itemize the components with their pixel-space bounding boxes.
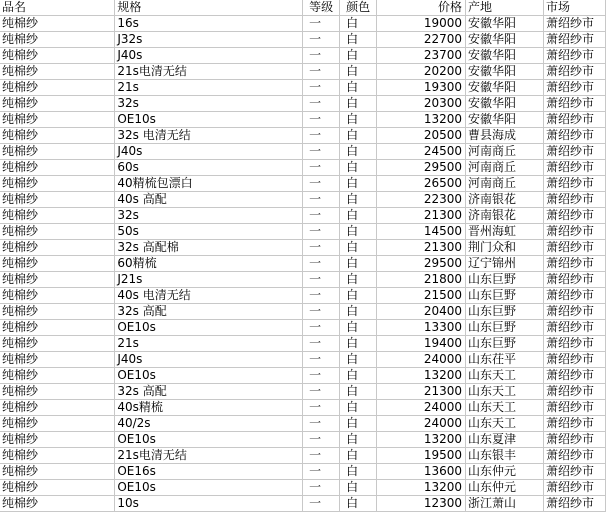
cell-color[interactable]: 白 <box>340 336 377 352</box>
cell-spec[interactable]: 32s <box>115 96 303 112</box>
cell-name[interactable]: 纯棉纱 <box>0 384 115 400</box>
cell-name[interactable]: 纯棉纱 <box>0 96 115 112</box>
cell-name[interactable]: 纯棉纱 <box>0 192 115 208</box>
cell-market[interactable]: 萧绍纱市 <box>543 96 605 112</box>
table-row <box>0 352 606 368</box>
table-row <box>0 128 606 144</box>
cell-color[interactable]: 白 <box>340 144 377 160</box>
cell-market[interactable]: 萧绍纱市 <box>543 80 605 96</box>
cell-grade[interactable]: 一 <box>303 480 340 496</box>
cell-price[interactable]: 13200 <box>377 368 466 384</box>
cell-color[interactable]: 白 <box>340 96 377 112</box>
cell-spec[interactable]: 32s 电清无结 <box>115 128 303 144</box>
cell-origin[interactable]: 山东夏津 <box>466 432 544 448</box>
cell-origin[interactable]: 山东茌平 <box>466 352 544 368</box>
cell-price[interactable]: 19400 <box>377 336 466 352</box>
cell-spec[interactable]: 21s <box>115 336 303 352</box>
cell-price[interactable]: 21300 <box>377 208 466 224</box>
cell-price[interactable]: 24000 <box>377 400 466 416</box>
cell-color[interactable]: 白 <box>340 192 377 208</box>
cell-color[interactable]: 白 <box>340 128 377 144</box>
cell-price[interactable]: 21300 <box>377 384 466 400</box>
cell-color[interactable]: 白 <box>340 256 377 272</box>
cell-grade[interactable]: 一 <box>303 160 340 176</box>
cell-grade[interactable]: 一 <box>303 96 340 112</box>
cell-market[interactable]: 萧绍纱市 <box>543 208 605 224</box>
cell-market[interactable]: 萧绍纱市 <box>543 320 605 336</box>
cell-spec[interactable]: OE16s <box>115 464 303 480</box>
cell-name[interactable]: 纯棉纱 <box>0 32 115 48</box>
cell-market[interactable]: 萧绍纱市 <box>543 32 605 48</box>
cell-origin[interactable]: 安徽华阳 <box>466 112 544 128</box>
cell-origin[interactable]: 山东巨野 <box>466 272 544 288</box>
cell-market[interactable]: 萧绍纱市 <box>543 496 605 512</box>
cell-price[interactable]: 20500 <box>377 128 466 144</box>
cell-name[interactable]: 纯棉纱 <box>0 176 115 192</box>
cell-spec[interactable]: J21s <box>115 272 303 288</box>
cell-market[interactable]: 萧绍纱市 <box>543 352 605 368</box>
cell-grade[interactable]: 一 <box>303 128 340 144</box>
cell-price[interactable]: 29500 <box>377 256 466 272</box>
cell-color[interactable]: 白 <box>340 160 377 176</box>
cell-grade[interactable]: 一 <box>303 256 340 272</box>
cell-market[interactable]: 萧绍纱市 <box>543 160 605 176</box>
table-row <box>0 208 606 224</box>
cell-price[interactable]: 19500 <box>377 448 466 464</box>
cell-grade[interactable]: 一 <box>303 16 340 32</box>
cell-price[interactable]: 24000 <box>377 352 466 368</box>
cell-market[interactable]: 萧绍纱市 <box>543 272 605 288</box>
table-row <box>0 368 606 384</box>
table-row <box>0 176 606 192</box>
cell-grade[interactable]: 一 <box>303 64 340 80</box>
cell-name[interactable]: 纯棉纱 <box>0 272 115 288</box>
header-cell-name[interactable]: 品名 <box>0 0 115 16</box>
cell-origin[interactable]: 曹县海成 <box>466 128 544 144</box>
table-row <box>0 304 606 320</box>
cell-market[interactable]: 萧绍纱市 <box>543 256 605 272</box>
cell-spec[interactable]: J40s <box>115 352 303 368</box>
cell-name[interactable]: 纯棉纱 <box>0 16 115 32</box>
cell-price[interactable]: 14500 <box>377 224 466 240</box>
table-row <box>0 384 606 400</box>
cell-name[interactable]: 纯棉纱 <box>0 288 115 304</box>
cell-price[interactable]: 21300 <box>377 240 466 256</box>
cell-origin[interactable]: 安徽华阳 <box>466 48 544 64</box>
cell-price[interactable]: 21800 <box>377 272 466 288</box>
cell-grade[interactable]: 一 <box>303 304 340 320</box>
cell-market[interactable]: 萧绍纱市 <box>543 224 605 240</box>
cell-name[interactable]: 纯棉纱 <box>0 368 115 384</box>
table-row <box>0 192 606 208</box>
cell-origin[interactable]: 河南商丘 <box>466 176 544 192</box>
cell-color[interactable]: 白 <box>340 368 377 384</box>
cell-grade[interactable]: 一 <box>303 448 340 464</box>
cell-origin[interactable]: 山东仲元 <box>466 480 544 496</box>
cell-name[interactable]: 纯棉纱 <box>0 448 115 464</box>
cell-grade[interactable]: 一 <box>303 224 340 240</box>
cell-grade[interactable]: 一 <box>303 208 340 224</box>
table-row <box>0 32 606 48</box>
table-row <box>0 320 606 336</box>
cell-grade[interactable]: 一 <box>303 32 340 48</box>
cell-color[interactable]: 白 <box>340 352 377 368</box>
cell-origin[interactable]: 辽宁锦州 <box>466 256 544 272</box>
cell-origin[interactable]: 安徽华阳 <box>466 32 544 48</box>
cell-color[interactable]: 白 <box>340 112 377 128</box>
cell-name[interactable]: 纯棉纱 <box>0 320 115 336</box>
cell-name[interactable]: 纯棉纱 <box>0 256 115 272</box>
cell-price[interactable]: 22700 <box>377 32 466 48</box>
cell-price[interactable]: 22300 <box>377 192 466 208</box>
cell-price[interactable]: 29500 <box>377 160 466 176</box>
table-row <box>0 336 606 352</box>
cell-color[interactable]: 白 <box>340 240 377 256</box>
cell-color[interactable]: 白 <box>340 480 377 496</box>
table-row <box>0 48 606 64</box>
cell-origin[interactable]: 山东天工 <box>466 368 544 384</box>
cell-color[interactable]: 白 <box>340 208 377 224</box>
cell-name[interactable]: 纯棉纱 <box>0 208 115 224</box>
cell-color[interactable]: 白 <box>340 80 377 96</box>
cell-market[interactable]: 萧绍纱市 <box>543 240 605 256</box>
cell-spec[interactable]: 32s 高配 <box>115 304 303 320</box>
cell-name[interactable]: 纯棉纱 <box>0 80 115 96</box>
cell-market[interactable]: 萧绍纱市 <box>543 112 605 128</box>
cell-color[interactable]: 白 <box>340 272 377 288</box>
header-cell-color[interactable]: 颜色 <box>340 0 377 16</box>
cell-price[interactable]: 20300 <box>377 96 466 112</box>
cell-origin[interactable]: 荆门众和 <box>466 240 544 256</box>
cell-market[interactable]: 萧绍纱市 <box>543 336 605 352</box>
cell-spec[interactable]: OE10s <box>115 112 303 128</box>
table-row <box>0 160 606 176</box>
cell-spec[interactable]: OE10s <box>115 480 303 496</box>
cell-spec[interactable]: 50s <box>115 224 303 240</box>
cell-market[interactable]: 萧绍纱市 <box>543 384 605 400</box>
cell-price[interactable]: 20200 <box>377 64 466 80</box>
cell-color[interactable]: 白 <box>340 432 377 448</box>
cell-price[interactable]: 20400 <box>377 304 466 320</box>
cell-market[interactable]: 萧绍纱市 <box>543 192 605 208</box>
cell-grade[interactable]: 一 <box>303 144 340 160</box>
table-row <box>0 448 606 464</box>
cell-name[interactable]: 纯棉纱 <box>0 480 115 496</box>
cell-color[interactable]: 白 <box>340 400 377 416</box>
cell-color[interactable]: 白 <box>340 304 377 320</box>
cell-market[interactable]: 萧绍纱市 <box>543 288 605 304</box>
cell-price[interactable]: 12300 <box>377 496 466 512</box>
cell-grade[interactable]: 一 <box>303 352 340 368</box>
cell-grade[interactable]: 一 <box>303 48 340 64</box>
cell-market[interactable]: 萧绍纱市 <box>543 176 605 192</box>
cell-origin[interactable]: 山东天工 <box>466 416 544 432</box>
cell-name[interactable]: 纯棉纱 <box>0 224 115 240</box>
cell-spec[interactable]: 32s <box>115 208 303 224</box>
cell-spec[interactable]: 40s 高配 <box>115 192 303 208</box>
cell-spec[interactable]: 21s电清无结 <box>115 64 303 80</box>
cell-origin[interactable]: 山东巨野 <box>466 304 544 320</box>
cell-grade[interactable]: 一 <box>303 384 340 400</box>
cell-color[interactable]: 白 <box>340 320 377 336</box>
cell-name[interactable]: 纯棉纱 <box>0 336 115 352</box>
cell-origin[interactable]: 河南商丘 <box>466 160 544 176</box>
cell-origin[interactable]: 浙江萧山 <box>466 496 544 512</box>
cell-grade[interactable]: 一 <box>303 400 340 416</box>
cell-name[interactable]: 纯棉纱 <box>0 352 115 368</box>
cell-origin[interactable]: 河南商丘 <box>466 144 544 160</box>
cell-market[interactable]: 萧绍纱市 <box>543 64 605 80</box>
cell-color[interactable]: 白 <box>340 288 377 304</box>
cell-name[interactable]: 纯棉纱 <box>0 112 115 128</box>
cell-grade[interactable]: 一 <box>303 288 340 304</box>
cell-spec[interactable]: 40s 电清无结 <box>115 288 303 304</box>
cell-color[interactable]: 白 <box>340 496 377 512</box>
cell-color[interactable]: 白 <box>340 416 377 432</box>
header-cell-origin[interactable]: 产地 <box>466 0 544 16</box>
cell-market[interactable]: 萧绍纱市 <box>543 400 605 416</box>
cell-grade[interactable]: 一 <box>303 368 340 384</box>
cell-origin[interactable]: 安徽华阳 <box>466 64 544 80</box>
cell-spec[interactable]: OE10s <box>115 368 303 384</box>
cell-color[interactable]: 白 <box>340 464 377 480</box>
cell-grade[interactable]: 一 <box>303 432 340 448</box>
cell-grade[interactable]: 一 <box>303 176 340 192</box>
cell-spec[interactable]: OE10s <box>115 320 303 336</box>
cell-grade[interactable]: 一 <box>303 416 340 432</box>
cell-grade[interactable]: 一 <box>303 240 340 256</box>
table-row <box>0 432 606 448</box>
cell-name[interactable]: 纯棉纱 <box>0 64 115 80</box>
cell-spec[interactable]: 21s <box>115 80 303 96</box>
table-row <box>0 480 606 496</box>
cell-color[interactable]: 白 <box>340 176 377 192</box>
cell-origin[interactable]: 安徽华阳 <box>466 96 544 112</box>
header-cell-market[interactable]: 市场 <box>543 0 605 16</box>
cell-spec[interactable]: 60精梳 <box>115 256 303 272</box>
cell-spec[interactable]: 32s 高配 <box>115 384 303 400</box>
table-row <box>0 64 606 80</box>
cell-spec[interactable]: OE10s <box>115 432 303 448</box>
table-row <box>0 496 606 512</box>
cell-origin[interactable]: 山东巨野 <box>466 288 544 304</box>
table-row <box>0 224 606 240</box>
header-cell-grade[interactable]: 等级 <box>303 0 340 16</box>
header-row <box>0 0 606 16</box>
cell-name[interactable]: 纯棉纱 <box>0 144 115 160</box>
cell-grade[interactable]: 一 <box>303 112 340 128</box>
cell-grade[interactable]: 一 <box>303 272 340 288</box>
cell-color[interactable]: 白 <box>340 384 377 400</box>
cell-origin[interactable]: 山东巨野 <box>466 336 544 352</box>
cell-market[interactable]: 萧绍纱市 <box>543 464 605 480</box>
cell-spec[interactable]: J40s <box>115 48 303 64</box>
cell-grade[interactable]: 一 <box>303 192 340 208</box>
cell-price[interactable]: 13600 <box>377 464 466 480</box>
cell-origin[interactable]: 晋州海虹 <box>466 224 544 240</box>
cell-price[interactable]: 19300 <box>377 80 466 96</box>
cell-market[interactable]: 萧绍纱市 <box>543 304 605 320</box>
cell-grade[interactable]: 一 <box>303 496 340 512</box>
header-cell-spec[interactable]: 规格 <box>115 0 303 16</box>
cell-name[interactable]: 纯棉纱 <box>0 160 115 176</box>
cell-price[interactable]: 26500 <box>377 176 466 192</box>
table-row <box>0 272 606 288</box>
cell-market[interactable]: 萧绍纱市 <box>543 128 605 144</box>
cell-name[interactable]: 纯棉纱 <box>0 48 115 64</box>
cell-origin[interactable]: 山东天工 <box>466 384 544 400</box>
cell-color[interactable]: 白 <box>340 224 377 240</box>
cell-name[interactable]: 纯棉纱 <box>0 304 115 320</box>
cell-name[interactable]: 纯棉纱 <box>0 240 115 256</box>
table-row <box>0 80 606 96</box>
cell-spec[interactable]: 40/2s <box>115 416 303 432</box>
cell-spec[interactable]: 40s精梳 <box>115 400 303 416</box>
table-row <box>0 416 606 432</box>
cell-price[interactable]: 13200 <box>377 432 466 448</box>
table-row <box>0 112 606 128</box>
cell-market[interactable]: 萧绍纱市 <box>543 448 605 464</box>
cell-price[interactable]: 13300 <box>377 320 466 336</box>
cell-price[interactable]: 21500 <box>377 288 466 304</box>
cell-grade[interactable]: 一 <box>303 320 340 336</box>
cell-spec[interactable]: J40s <box>115 144 303 160</box>
cell-spec[interactable]: J32s <box>115 32 303 48</box>
cell-market[interactable]: 萧绍纱市 <box>543 480 605 496</box>
cell-spec[interactable]: 10s <box>115 496 303 512</box>
cell-spec[interactable]: 16s <box>115 16 303 32</box>
cell-market[interactable]: 萧绍纱市 <box>543 416 605 432</box>
cell-color[interactable]: 白 <box>340 48 377 64</box>
cell-name[interactable]: 纯棉纱 <box>0 416 115 432</box>
cell-origin[interactable]: 安徽华阳 <box>466 80 544 96</box>
cell-origin[interactable]: 安徽华阳 <box>466 16 544 32</box>
cell-spec[interactable]: 40精梳包漂白 <box>115 176 303 192</box>
cell-name[interactable]: 纯棉纱 <box>0 432 115 448</box>
cell-name[interactable]: 纯棉纱 <box>0 400 115 416</box>
table-row <box>0 256 606 272</box>
cell-grade[interactable]: 一 <box>303 464 340 480</box>
header-cell-price[interactable]: 价格 <box>377 0 466 16</box>
cell-color[interactable]: 白 <box>340 448 377 464</box>
cell-price[interactable]: 13200 <box>377 480 466 496</box>
table-row <box>0 96 606 112</box>
cell-market[interactable]: 萧绍纱市 <box>543 432 605 448</box>
cell-market[interactable]: 萧绍纱市 <box>543 144 605 160</box>
cell-origin[interactable]: 山东银丰 <box>466 448 544 464</box>
cell-price[interactable]: 23700 <box>377 48 466 64</box>
table-row <box>0 240 606 256</box>
cell-grade[interactable]: 一 <box>303 80 340 96</box>
cell-origin[interactable]: 济南银花 <box>466 208 544 224</box>
cell-origin[interactable]: 山东巨野 <box>466 320 544 336</box>
cell-color[interactable]: 白 <box>340 64 377 80</box>
cell-origin[interactable]: 山东仲元 <box>466 464 544 480</box>
cell-price[interactable]: 24000 <box>377 416 466 432</box>
cell-price[interactable]: 13200 <box>377 112 466 128</box>
table-row <box>0 144 606 160</box>
cell-name[interactable]: 纯棉纱 <box>0 464 115 480</box>
cell-name[interactable]: 纯棉纱 <box>0 128 115 144</box>
cell-price[interactable]: 24500 <box>377 144 466 160</box>
cell-spec[interactable]: 21s电清无结 <box>115 448 303 464</box>
cell-origin[interactable]: 山东天工 <box>466 400 544 416</box>
cell-market[interactable]: 萧绍纱市 <box>543 368 605 384</box>
table-row <box>0 400 606 416</box>
cell-color[interactable]: 白 <box>340 32 377 48</box>
cell-market[interactable]: 萧绍纱市 <box>543 48 605 64</box>
cell-price[interactable]: 19000 <box>377 16 466 32</box>
table-row <box>0 288 606 304</box>
cell-spec[interactable]: 60s <box>115 160 303 176</box>
cell-grade[interactable]: 一 <box>303 336 340 352</box>
table-row <box>0 464 606 480</box>
table-row <box>0 16 606 32</box>
cell-name[interactable]: 纯棉纱 <box>0 496 115 512</box>
cell-origin[interactable]: 济南银花 <box>466 192 544 208</box>
cell-color[interactable]: 白 <box>340 16 377 32</box>
cell-market[interactable]: 萧绍纱市 <box>543 16 605 32</box>
cell-spec[interactable]: 32s 高配棉 <box>115 240 303 256</box>
